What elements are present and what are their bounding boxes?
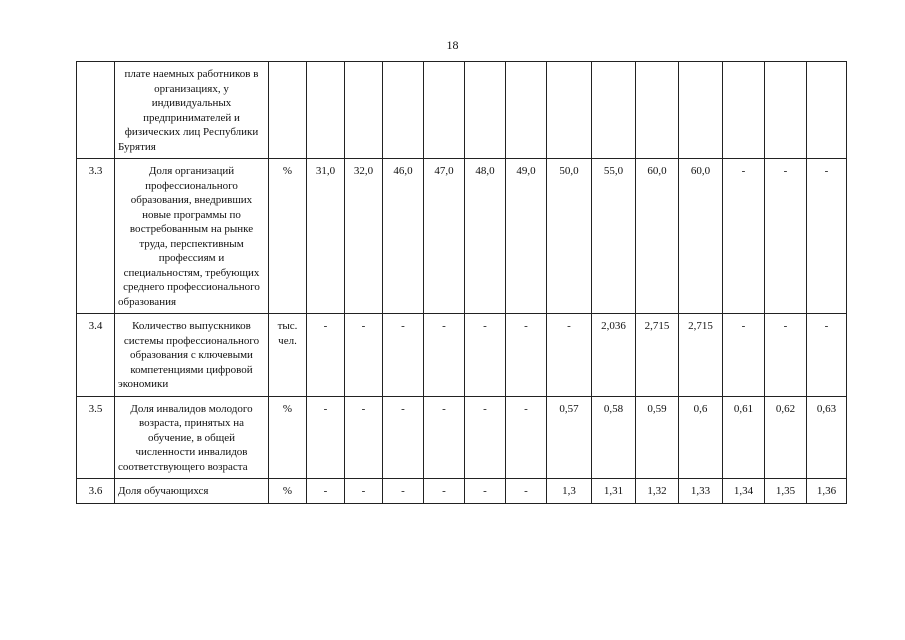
value-cell: - [383,314,424,397]
value-cell [723,62,765,159]
value-cell [807,62,847,159]
value-cell: 2,715 [636,314,679,397]
indicator-description: Количество выпускников системы профессионального образования с ключевыми компетенциями цифровой экономики [115,314,269,397]
unit-of-measure: % [269,396,307,479]
value-cell: 0,57 [547,396,592,479]
value-cell: - [383,396,424,479]
value-cell: - [506,479,547,504]
value-cell: - [807,159,847,314]
value-cell: 50,0 [547,159,592,314]
value-cell: 1,33 [679,479,723,504]
indicator-description: Доля организаций профессионального образования, внедривших новые программы по востребованным на рынке труда, перспективным профессиям и специальностям, требующих среднего профессионального образования [115,159,269,314]
value-cell [424,62,465,159]
value-cell: - [723,314,765,397]
unit-of-measure: % [269,479,307,504]
value-cell: - [465,396,506,479]
value-cell: - [307,396,345,479]
value-cell: - [345,396,383,479]
value-cell [307,62,345,159]
indicator-description: Доля обучающихся [115,479,269,504]
table-row [77,159,847,314]
value-cell: 1,31 [592,479,636,504]
value-cell: - [465,479,506,504]
value-cell: 0,59 [636,396,679,479]
value-cell: 1,34 [723,479,765,504]
unit-of-measure: % [269,159,307,314]
value-cell: 60,0 [679,159,723,314]
value-cell: 1,36 [807,479,847,504]
value-cell: 2,036 [592,314,636,397]
value-cell: 1,35 [765,479,807,504]
unit-of-measure: тыс. чел. [269,314,307,397]
value-cell: 55,0 [592,159,636,314]
row-number: 3.4 [77,314,115,397]
value-cell [636,62,679,159]
value-cell: 46,0 [383,159,424,314]
value-cell: 0,63 [807,396,847,479]
value-cell: - [345,314,383,397]
value-cell [506,62,547,159]
indicator-description: плате наемных работников в организациях, у индивидуальных предпринимателей и физических лиц Республики Бурятия [115,62,269,159]
row-number [77,62,115,159]
value-cell: - [307,314,345,397]
indicator-description: Доля инвалидов молодого возраста, принятых на обучение, в общей численности инвалидов соответствующего возраста [115,396,269,479]
value-cell: - [383,479,424,504]
value-cell: 0,61 [723,396,765,479]
value-cell: - [465,314,506,397]
table-row [77,62,847,159]
row-number: 3.5 [77,396,115,479]
table-row [77,314,847,397]
value-cell: 31,0 [307,159,345,314]
value-cell: - [424,479,465,504]
table-row [77,479,847,504]
table-row [77,396,847,479]
value-cell: - [765,314,807,397]
value-cell: 47,0 [424,159,465,314]
value-cell: 0,62 [765,396,807,479]
page-number: 18 [446,38,459,52]
value-cell: 0,6 [679,396,723,479]
value-cell: - [424,396,465,479]
value-cell: - [723,159,765,314]
value-cell: 1,3 [547,479,592,504]
value-cell: - [424,314,465,397]
value-cell: - [547,314,592,397]
value-cell [679,62,723,159]
value-cell: 0,58 [592,396,636,479]
value-cell: 60,0 [636,159,679,314]
value-cell [547,62,592,159]
value-cell [765,62,807,159]
value-cell [592,62,636,159]
row-number: 3.3 [77,159,115,314]
value-cell: 2,715 [679,314,723,397]
value-cell: 1,32 [636,479,679,504]
value-cell: 32,0 [345,159,383,314]
value-cell: 49,0 [506,159,547,314]
indicators-table [76,61,847,504]
value-cell: - [345,479,383,504]
row-number: 3.6 [77,479,115,504]
unit-of-measure [269,62,307,159]
value-cell [383,62,424,159]
value-cell [465,62,506,159]
value-cell [345,62,383,159]
value-cell: 48,0 [465,159,506,314]
value-cell: - [765,159,807,314]
value-cell: - [506,396,547,479]
value-cell: - [506,314,547,397]
value-cell: - [307,479,345,504]
value-cell: - [807,314,847,397]
